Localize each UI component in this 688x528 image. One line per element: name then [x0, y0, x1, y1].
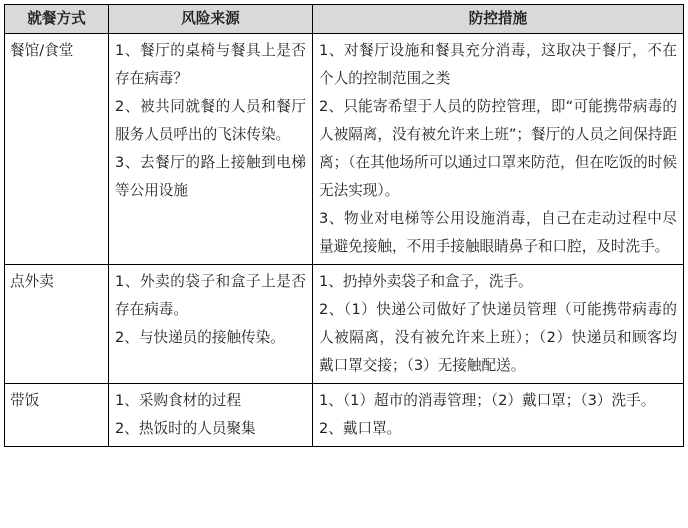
risk-item: 2、热饭时的人员聚集: [115, 420, 256, 437]
measure-item: 1、对餐厅设施和餐具充分消毒，这取决于餐厅，不在个人的控制范围之类: [319, 42, 677, 87]
header-risk-source: 风险来源: [109, 5, 313, 34]
risk-item: 1、外卖的袋子和盒子上是否存在病毒。: [115, 273, 306, 318]
table-row: [5, 34, 684, 265]
measure-item: 2、（1）快递公司做好了快递员管理（可能携带病毒的人被隔离，没有被允许来上班）；（2）快递员和顾客均戴口罩交接；（3）无接触配送。: [319, 301, 677, 374]
header-prevention-measures: 防控措施: [313, 5, 684, 34]
risk-item: 2、被共同就餐的人员和餐厅服务人员呼出的飞沫传染。: [115, 98, 306, 143]
dining-mode-cell: 餐馆/食堂: [5, 34, 109, 265]
measure-cell: [313, 384, 684, 447]
risk-item: 3、去餐厅的路上接触到电梯等公用设施: [115, 154, 306, 199]
risk-item: 1、采购食材的过程: [115, 392, 242, 409]
measure-cell: [313, 265, 684, 384]
measure-item: 2、戴口罩。: [319, 420, 402, 437]
measure-item: 2、只能寄希望于人员的防控管理，即“可能携带病毒的人被隔离，没有被允许来上班”；餐厅的人员之间保持距离；（在其他场所可以通过口罩来防范，但在吃饭的时候无法实现）。: [319, 98, 677, 199]
dining-mode-cell: 点外卖: [5, 265, 109, 384]
measure-cell: [313, 34, 684, 265]
table-row: [5, 384, 684, 447]
measure-item: 1、（1）超市的消毒管理；（2）戴口罩；（3）洗手。: [319, 392, 656, 409]
risk-cell: [109, 384, 313, 447]
table-row: [5, 265, 684, 384]
prevention-table: [4, 4, 684, 447]
prevention-table-container: [4, 4, 683, 447]
risk-item: 2、与快递员的接触传染。: [115, 329, 285, 346]
header-dining-mode: 就餐方式: [5, 5, 109, 34]
measure-item: 1、扔掉外卖袋子和盒子，洗手。: [319, 273, 533, 290]
measure-item: 3、物业对电梯等公用设施消毒，自己在走动过程中尽量避免接触，不用手接触眼睛鼻子和口腔，及时洗手。: [319, 210, 677, 255]
risk-item: 1、餐厅的桌椅与餐具上是否存在病毒？: [115, 42, 306, 87]
table-header-row: [5, 5, 684, 34]
risk-cell: [109, 34, 313, 265]
risk-cell: [109, 265, 313, 384]
dining-mode-cell: 带饭: [5, 384, 109, 447]
